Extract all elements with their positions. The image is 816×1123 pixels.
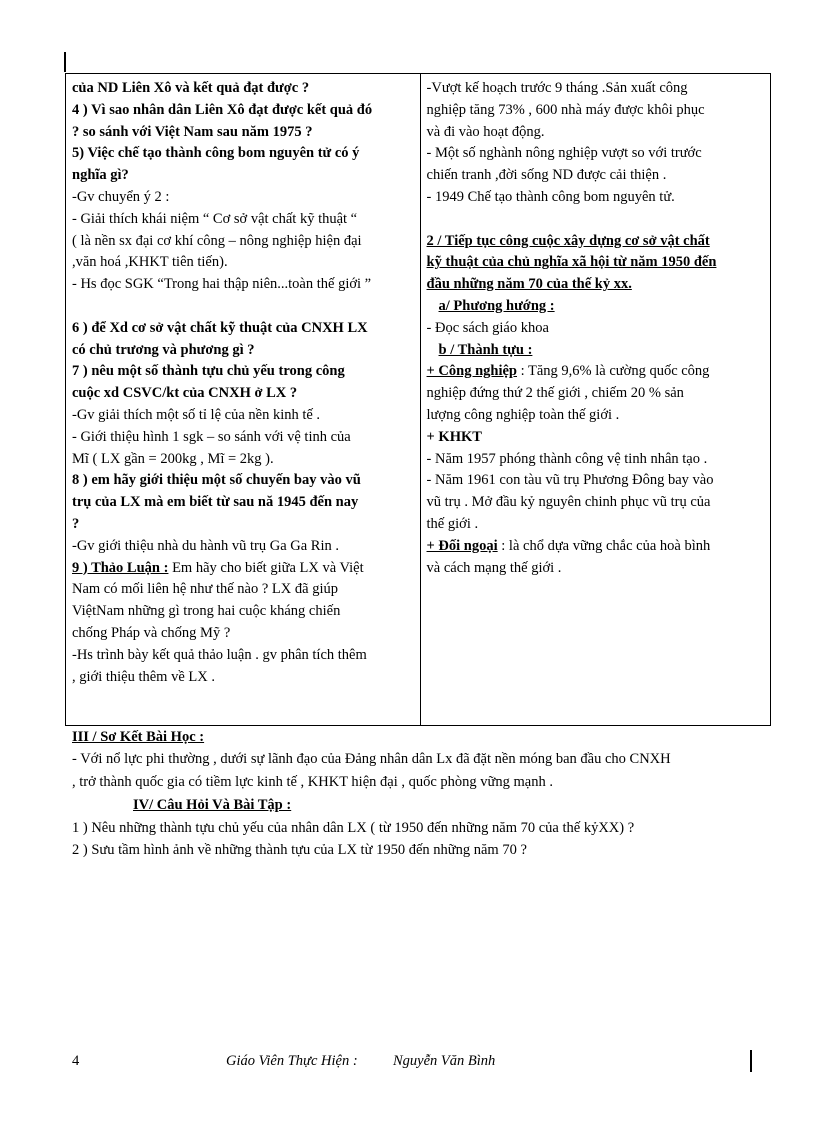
activity-line xyxy=(72,209,414,231)
content-line xyxy=(427,340,764,362)
content-line xyxy=(427,405,764,427)
activity-line xyxy=(72,579,414,601)
content-line-text: thế giới . xyxy=(426,515,479,532)
content-line-text: : Tăng 9,6% là cường quốc công xyxy=(517,363,710,380)
content-line-text: b / Thành tựu : xyxy=(438,341,533,358)
content-line-text: - 1949 Chế tạo thành công bom nguyên tử. xyxy=(426,188,675,205)
activity-line xyxy=(72,492,414,514)
activity-line-text: Nam có mối liên hệ như thế nào ? LX đã giúp xyxy=(72,581,338,598)
content-line-text: chiến tranh ,đời sống ND được cải thiện . xyxy=(426,167,667,184)
content-line xyxy=(427,558,764,580)
activity-line-text: -Gv giải thích một số tỉ lệ của nền kinh tế . xyxy=(72,406,321,423)
content-line-text: + KHKT xyxy=(426,428,482,445)
activity-line-text: -Hs trình bày kết quả thảo luận . gv phân tích thêm xyxy=(72,646,367,663)
section-4-heading: IV/ Câu Hỏi Và Bài Tập : xyxy=(133,797,292,813)
content-line-text: - Đọc sách giáo khoa xyxy=(426,319,549,336)
content-line-text: và cách mạng thế giới . xyxy=(426,559,562,576)
activity-line xyxy=(72,252,414,274)
content-line xyxy=(427,274,764,296)
activity-line xyxy=(72,449,414,471)
activity-line-text: Mĩ ( LX gần = 200kg , Mĩ = 2kg ). xyxy=(72,450,274,467)
activity-line-text: - Giới thiệu hình 1 sgk – so sánh với vệ tinh của xyxy=(72,428,351,445)
content-line xyxy=(427,536,764,558)
content-line-text: và đi vào hoạt động. xyxy=(426,123,545,140)
activity-line xyxy=(72,667,414,689)
content-line xyxy=(427,122,764,144)
activity-line-text: 6 ) để Xd cơ sở vật chất kỹ thuật của CNXH LX xyxy=(72,319,368,336)
content-line xyxy=(427,209,764,231)
exercise-question-2: 2 ) Sưu tầm hình ảnh về những thành tựu của LX từ 1950 đến những năm 70 ? xyxy=(72,842,527,858)
page-number: 4 xyxy=(72,1053,80,1069)
activity-line-text: ? xyxy=(72,515,80,532)
content-line-text: -Vượt kế hoạch trước 9 tháng .Sản xuất công xyxy=(426,80,688,96)
activity-line xyxy=(72,143,414,165)
content-line xyxy=(427,143,764,165)
activity-line-text: ,văn hoá ,KHKT tiên tiến). xyxy=(72,254,228,271)
content-line-lead: + Công nghiệp xyxy=(426,363,517,380)
content-line xyxy=(427,231,764,253)
content-line xyxy=(427,100,764,122)
page-mark-top xyxy=(64,52,66,72)
activity-line xyxy=(72,100,414,122)
content-line-text: lượng công nghiệp toàn thế giới . xyxy=(426,406,620,423)
footer-teacher-name: Nguyễn Văn Bình xyxy=(393,1053,496,1069)
content-line-text: kỹ thuật của chủ nghĩa xã hội từ năm 1950 đến xyxy=(426,254,717,271)
exercise-question-1: 1 ) Nêu những thành tựu chủ yếu của nhân dân LX ( từ 1950 đến những năm 70 của thế kỷXX) ? xyxy=(72,820,635,836)
activity-line-text: cuộc xd CSVC/kt của CNXH ở LX ? xyxy=(72,385,298,402)
activity-line-text: 5) Việc chế tạo thành công bom nguyên tử có ý xyxy=(72,145,360,162)
content-line-text: vũ trụ . Mở đầu kỷ nguyên chinh phục vũ trụ của xyxy=(426,494,711,511)
content-line-text: - Một số nghành nông nghiệp vượt so với trước xyxy=(426,145,702,162)
activity-line-text: nghĩa gì? xyxy=(72,167,129,184)
activity-line xyxy=(72,318,414,340)
activity-line-text: Em hãy cho biết giữa LX và Việt xyxy=(168,559,364,576)
activity-line xyxy=(72,296,414,318)
activity-line-text: ViệtNam những gì trong hai cuộc kháng chiến xyxy=(72,603,341,620)
activity-line-lead: 9 ) Thảo Luận : xyxy=(72,559,169,576)
content-line-text: : là chổ dựa vững chắc của hoà bình xyxy=(497,537,711,554)
content-line xyxy=(427,470,764,492)
content-column xyxy=(420,74,770,726)
activity-line xyxy=(72,274,414,296)
content-line-text: a/ Phương hướng : xyxy=(438,297,555,314)
content-line xyxy=(427,78,764,100)
activity-line-text: của ND Liên Xô và kết quả đạt được ? xyxy=(72,80,310,96)
activity-line xyxy=(72,78,414,100)
activity-line-text: 7 ) nêu một số thành tựu chủ yếu trong công xyxy=(72,363,345,380)
summary-line-2: , trở thành quốc gia có tiềm lực kinh tế , KHKT hiện đại , quốc phòng vững mạnh . xyxy=(72,774,553,790)
content-line-text: nghiệp tăng 73% , 600 nhà máy được khôi phục xyxy=(426,101,705,118)
page-mark-bottom xyxy=(750,1050,752,1072)
activity-line xyxy=(72,601,414,623)
activity-line-text: , giới thiệu thêm về LX . xyxy=(72,668,215,685)
footer-teacher-label: Giáo Viên Thực Hiện : xyxy=(226,1053,358,1069)
activity-line xyxy=(72,383,414,405)
content-line-text: 2 / Tiếp tục công cuộc xây dựng cơ sở vật chất xyxy=(426,232,710,249)
activity-line xyxy=(72,427,414,449)
activity-line xyxy=(72,536,414,558)
activity-line xyxy=(72,231,414,253)
content-line xyxy=(427,492,764,514)
section-3-heading: III / Sơ Kết Bài Học : xyxy=(72,729,205,745)
activity-column xyxy=(66,74,421,726)
activity-line xyxy=(72,187,414,209)
activity-line xyxy=(72,340,414,362)
activity-line-text: ( là nền sx đại cơ khí công – nông nghiệp hiện đại xyxy=(72,232,362,249)
content-line-lead: + Đối ngoại xyxy=(426,537,498,554)
activity-line-text: trụ của LX mà em biết từ sau nă 1945 đến nay xyxy=(72,494,359,511)
content-line xyxy=(427,296,764,318)
activity-line xyxy=(72,645,414,667)
lesson-table xyxy=(65,73,771,726)
content-line-text: đầu những năm 70 của thế kỷ xx. xyxy=(426,276,632,293)
activity-line-text: -Gv giới thiệu nhà du hành vũ trụ Ga Ga Rin . xyxy=(72,537,340,554)
activity-line-text: có chủ trương và phương gì ? xyxy=(72,341,255,358)
content-line xyxy=(427,361,764,383)
content-line xyxy=(427,427,764,449)
content-line-text: - Năm 1961 con tàu vũ trụ Phương Đông bay vào xyxy=(426,472,714,489)
activity-line-text: ? so sánh với Việt Nam sau năm 1975 ? xyxy=(72,123,313,140)
content-line xyxy=(427,187,764,209)
activity-line-text: 8 ) em hãy giới thiệu một số chuyến bay vào vũ xyxy=(72,472,361,489)
activity-line xyxy=(72,122,414,144)
activity-line-text: -Gv chuyển ý 2 : xyxy=(72,188,170,205)
content-line xyxy=(427,252,764,274)
content-line-text: nghiệp đứng thứ 2 thế giới , chiếm 20 % sản xyxy=(426,385,684,402)
content-line-text: - Năm 1957 phóng thành công vệ tinh nhân tạo . xyxy=(426,450,708,467)
activity-line xyxy=(72,558,414,580)
activity-line xyxy=(72,361,414,383)
activity-line-text: 4 ) Vì sao nhân dân Liên Xô đạt được kết quả đó xyxy=(72,101,373,118)
activity-line-text: chống Pháp và chống Mỹ ? xyxy=(72,624,231,641)
activity-line xyxy=(72,470,414,492)
activity-line xyxy=(72,165,414,187)
summary-line-1: - Với nổ lực phi thường , dưới sự lãnh đạo của Đảng nhân dân Lx đã đặt nền móng ban đầu cho CNXH xyxy=(72,751,671,767)
activity-line-text: - Hs đọc SGK “Trong hai thập niên...toàn thế giới ” xyxy=(72,276,372,293)
activity-line xyxy=(72,405,414,427)
content-line xyxy=(427,165,764,187)
content-line xyxy=(427,449,764,471)
content-line xyxy=(427,383,764,405)
content-line xyxy=(427,514,764,536)
activity-line-text: - Giải thích khái niệm “ Cơ sở vật chất kỹ thuật “ xyxy=(72,210,358,227)
activity-line xyxy=(72,623,414,645)
activity-line xyxy=(72,514,414,536)
content-line xyxy=(427,318,764,340)
